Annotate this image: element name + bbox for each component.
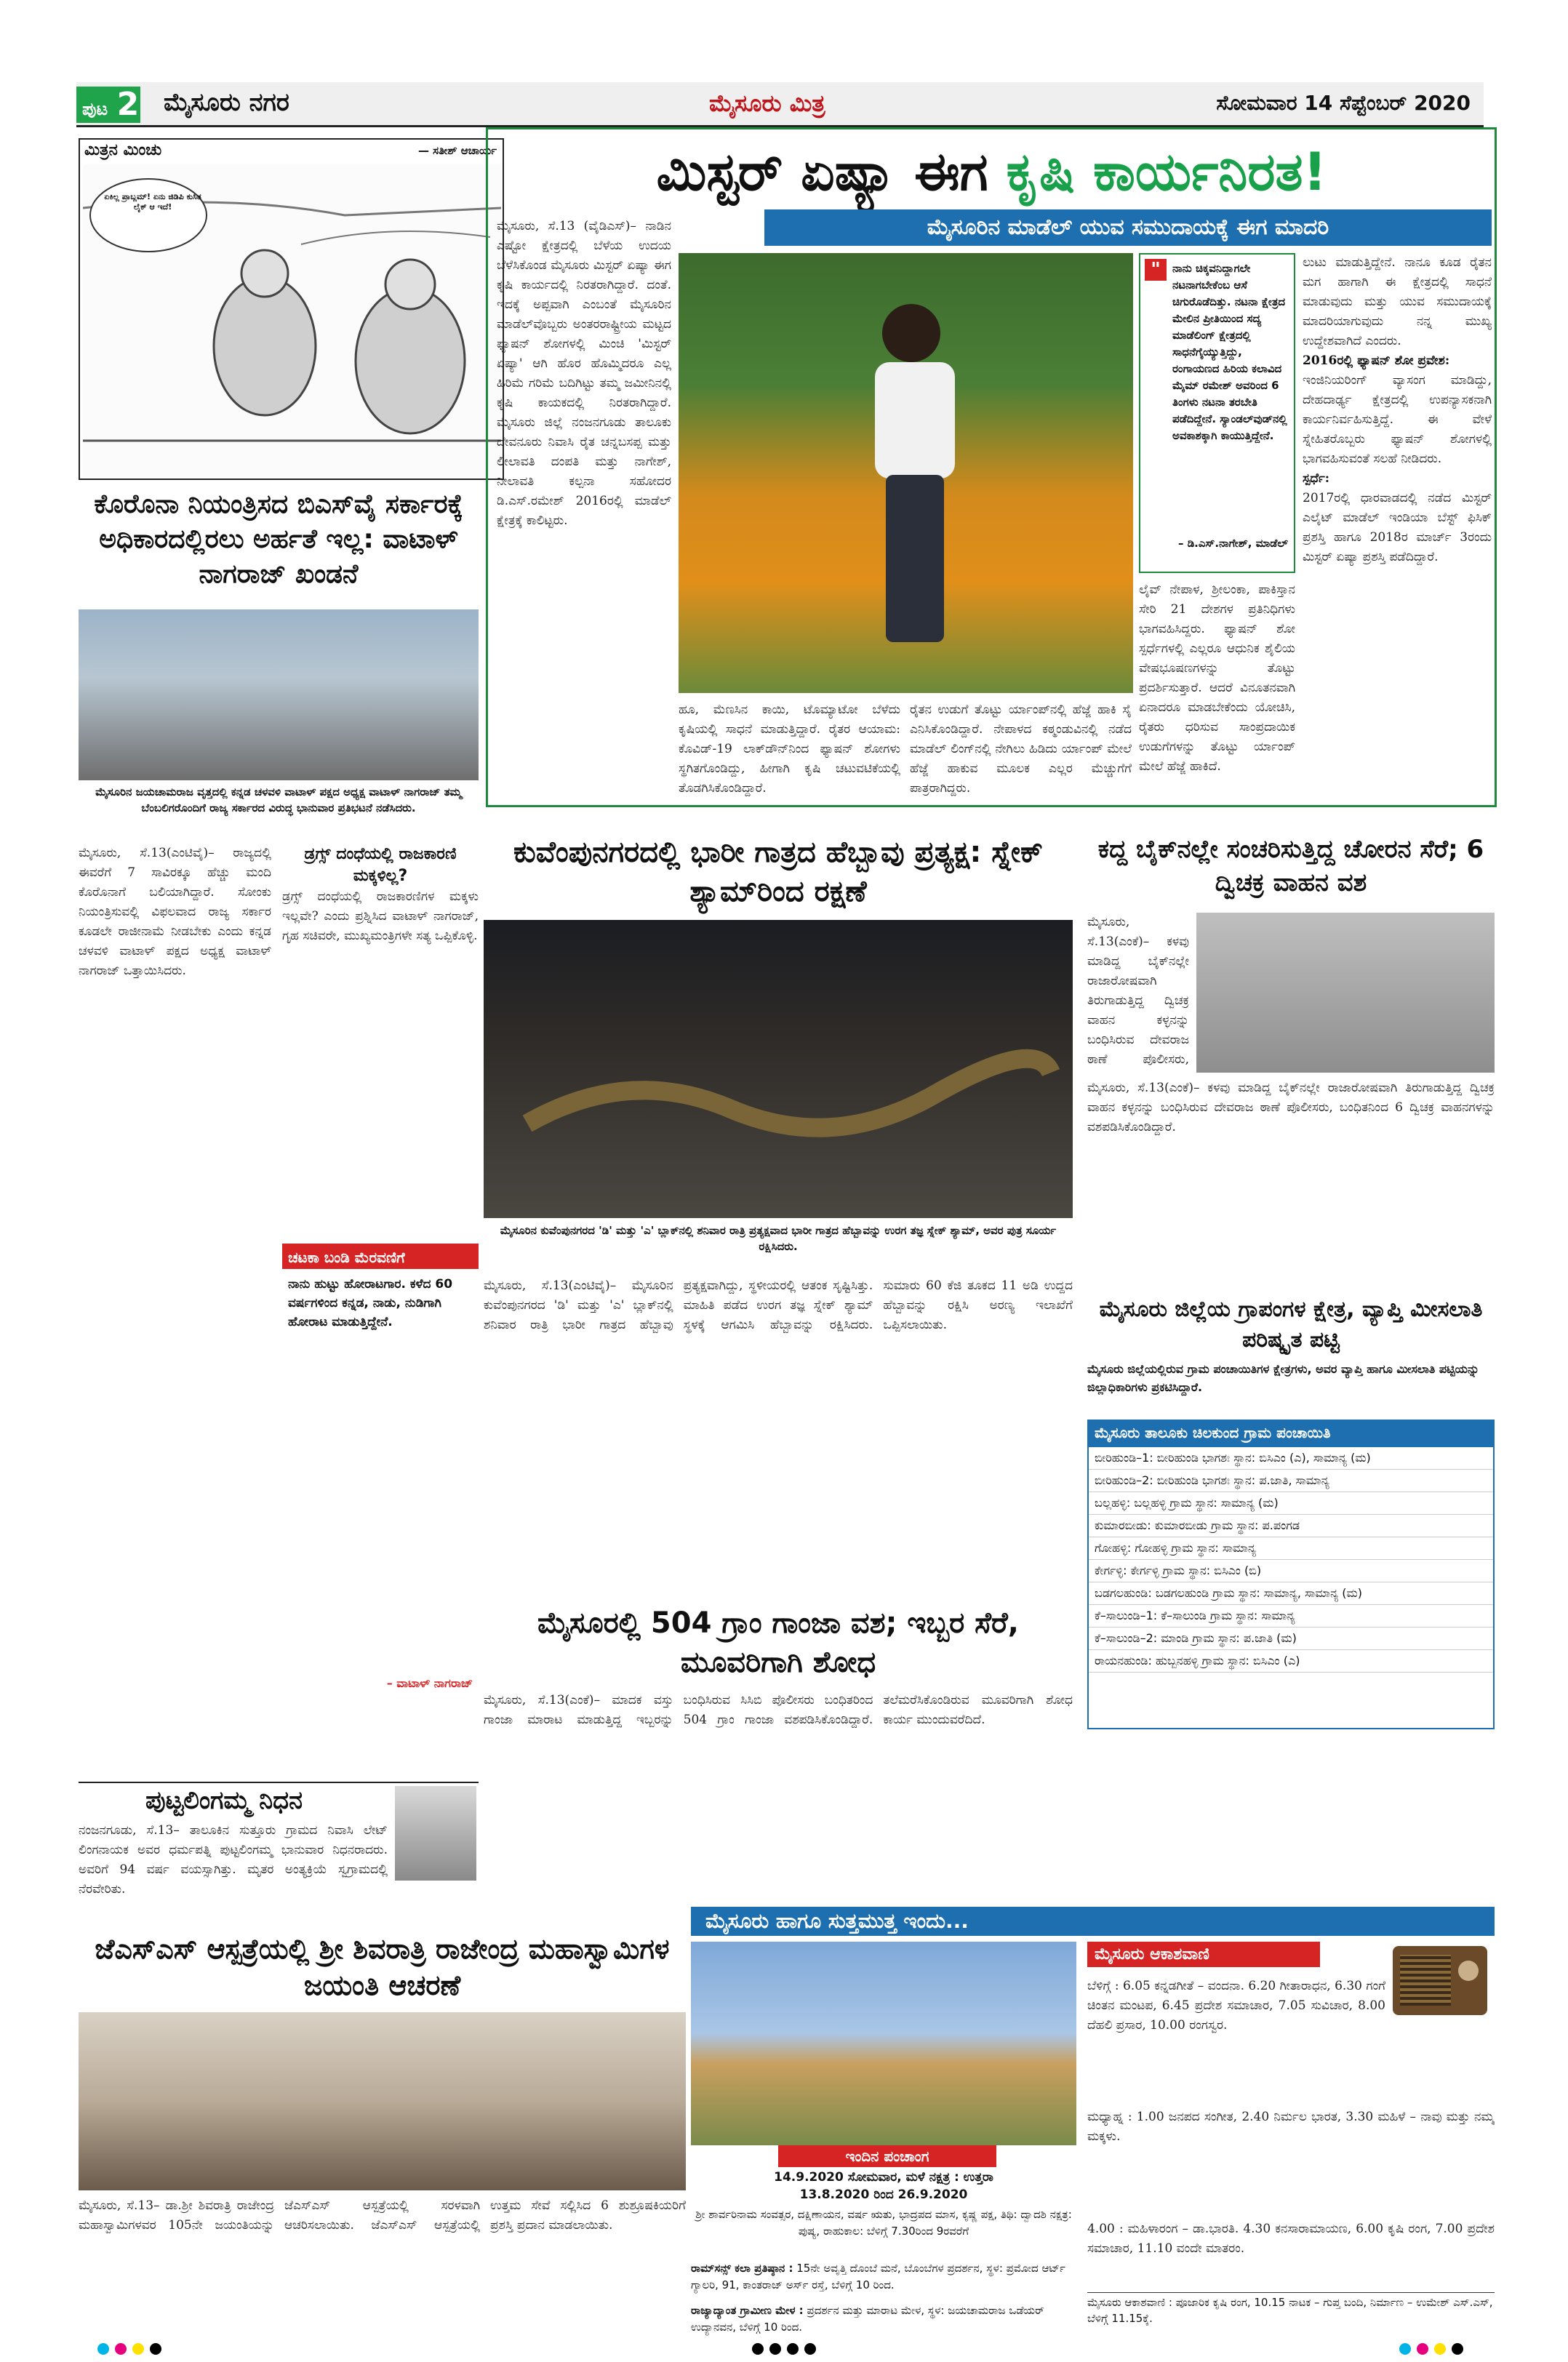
jss-text: ಮೈಸೂರು, ಸೆ.13– ಡಾ.ಶ್ರೀ ಶಿವರಾತ್ರಿ ರಾಜೇಂದ್ರ ಮಹಾಸ್ವಾಮಿಗಳವರ 105ನೇ ಜಯಂತಿಯನ್ನು ಜೆಎಸ್‌ಎಸ್ ಆಸ್ಪತ್ರೆಯಲ್ಲಿ ಸರಳವಾಗಿ ಆಚರಿಸಲಾಯಿತು. ಜೆಎಸ್‌ಎಸ್ ಆಸ್ಪತ್ರೆಯಲ್ಲಿ ಉತ್ತಮ ಸೇವೆ ಸಲ್ಲಿಸಿದ 6 ಶುಶ್ರೂಷಕಿಯರಿಗೆ ಪ್ರಶಸ್ತಿ ಪ್ರದಾನ ಮಾಡಲಾಯಿತು. bbox=[79, 2198, 686, 2233]
lead-col3 bbox=[910, 700, 1132, 802]
thieves-photo bbox=[1196, 913, 1495, 1073]
panchanga-text: ಶ್ರೀ ಶಾರ್ವರಿನಾಮ ಸಂವತ್ಸರ, ದಕ್ಷಿಣಾಯನ, ವರ್ಷ ಋತು, ಭಾದ್ರಪದ ಮಾಸ, ಕೃಷ್ಣ ಪಕ್ಷ, ತಿಥಿ: ದ್ವಾದಶಿ ನಕ್ಷತ್ರ: ಪುಷ್ಯ, ರಾಹುಕಾಲ: ಬೆಳಿಗ್ಗೆ 7.30ರಿಂದ 9ರವರೆಗೆ bbox=[695, 2208, 1072, 2238]
cartoon-speech-bubble: ಏಕಿಲ್ಲ ಪ್ರಾಬ್ಲಮ್! ಏನು ಜಿಡಿಪಿ ಕುಸಿತ ಲೈಕ್ ಆ ಇದೆ! bbox=[104, 192, 201, 212]
snake-story bbox=[484, 833, 1073, 1596]
jss-photo bbox=[79, 2012, 686, 2190]
masthead bbox=[76, 82, 1484, 127]
thieves-headline: ಕದ್ದ ಬೈಕ್‌ನಲ್ಲೇ ಸಂಚರಿಸುತ್ತಿದ್ದ ಚೋರನ ಸೆರೆ; 6 ದ್ವಿಚಕ್ರ ವಾಹನ ವಶ bbox=[1097, 835, 1484, 897]
snake-text: ಮೈಸೂರು, ಸೆ.13(ಎಂಟಿವೈ)– ಮೈಸೂರಿನ ಕುವೆಂಪುನಗರದ 'ಡಿ' ಮತ್ತು 'ಎ' ಬ್ಲಾಕ್‌ನಲ್ಲಿ ಶನಿವಾರ ರಾತ್ರಿ ಭಾರೀ ಗಾತ್ರದ ಹೆಬ್ಬಾವು ಪ್ರತ್ಯಕ್ಷವಾಗಿದ್ದು, ಸ್ಥಳೀಯರಲ್ಲಿ ಆತಂಕ ಸೃಷ್ಟಿಸಿತ್ತು. ಮಾಹಿತಿ ಪಡೆದ ಉರಗ ತಜ್ಞ ಸ್ನೇಕ್ ಶ್ಯಾಮ್ ಸ್ಥಳಕ್ಕೆ ಆಗಮಿಸಿ ಹೆಬ್ಬಾವನ್ನು ರಕ್ಷಿಸಿದರು. ಸುಮಾರು 60 ಕೆಜಿ ತೂಕದ 11 ಅಡಿ ಉದ್ದದ ಹೆಬ್ಬಾವನ್ನು ರಕ್ಷಿಸಿ ಅರಣ್ಯ ಇಲಾಖೆಗೆ ಒಪ್ಪಿಸಲಾಯಿತು. bbox=[484, 1278, 1073, 1332]
gram-list-item: ಬೀರಿಹುಂಡಿ–2: ಬೀರಿಹುಂಡಿ ಭಾಗಶಃ ಸ್ಥಾನ: ಪ.ಜಾತಿ, ಸಾಮಾನ್ಯ bbox=[1089, 1470, 1493, 1492]
gram-list-item: ಕೇರ್ಗಳ್ಳಿ: ಕೇರ್ಗಳ್ಳಿ ಗ್ರಾಮ ಸ್ಥಾನ: ಬಿಸಿಎಂ (ಬಿ) bbox=[1089, 1560, 1493, 1582]
radio-icon bbox=[1393, 1946, 1487, 2015]
vatal-photo bbox=[79, 609, 479, 780]
thieves-text-more: ಮೈಸೂರು, ಸೆ.13(ಎಂಕೆ)– ಕಳವು ಮಾಡಿದ್ದ ಬೈಕ್‌ನಲ್ಲೇ ರಾಜಾರೋಷವಾಗಿ ತಿರುಗಾಡುತ್ತಿದ್ದ ದ್ವಿಚಕ್ರ ವಾಹನ ಕಳ್ಳನನ್ನು ಬಂಧಿಸಿರುವ ದೇವರಾಜ ಠಾಣೆ ಪೊಲೀಸರು, ಬಂಧಿತನಿಂದ 6 ದ್ವಿಚಕ್ರ ವಾಹನಗಳನ್ನು ವಶಪಡಿಸಿಕೊಂಡಿದ್ದಾರೆ. bbox=[1087, 1081, 1495, 1134]
ganja-story bbox=[484, 1604, 1073, 1902]
vatal-headline: ಕೊರೊನಾ ನಿಯಂತ್ರಿಸದ ಬಿಎಸ್‌ವೈ ಸರ್ಕಾರಕ್ಕೆ ಅಧಿಕಾರದಲ್ಲಿರಲು ಅರ್ಹತೆ ಇಲ್ಲ: ವಾಟಾಳ್ ನಾಗರಾಜ್ ಖಂಡನೆ bbox=[94, 489, 463, 589]
today-event2 bbox=[691, 2302, 1076, 2345]
gram-headline: ಮೈಸೂರು ಜಿಲ್ಲೆಯ ಗ್ರಾಪಂಗಳ ಕ್ಷೇತ್ರ, ವ್ಯಾಪ್ತಿ ಮೀಸಲಾತಿ ಪರಿಷ್ಕೃತ ಪಟ್ಟಿ bbox=[1099, 1297, 1483, 1353]
gram-story bbox=[1087, 1294, 1495, 1745]
snake-caption: ಮೈಸೂರಿನ ಕುವೆಂಪುನಗರದ 'ಡಿ' ಮತ್ತು 'ಎ' ಬ್ಲಾಕ್‌ನಲ್ಲಿ ಶನಿವಾರ ರಾತ್ರಿ ಪ್ರತ್ಯಕ್ಷವಾದ ಭಾರೀ ಗಾತ್ರದ ಹೆಬ್ಬಾವನ್ನು ಉರಗ ತಜ್ಞ ಸ್ನೇಕ್ ಶ್ಯಾಮ್, ಅವರ ಪುತ್ರ ಸೂರ್ಯ ರಕ್ಷಿಸಿದರು. bbox=[500, 1224, 1057, 1253]
vatal-side-text: ಡ್ರಗ್ಸ್ ದಂಧೆಯಲ್ಲಿ ರಾಜಕಾರಣಿಗಳ ಮಕ್ಕಳು ಇಲ್ಲವೇ? ಎಂದು ಪ್ರಶ್ನಿಸಿದ ವಾಟಾಳ್ ನಾಗರಾಜ್, ಗೃಹ ಸಚಿವರೇ, ಮುಖ್ಯಮಂತ್ರಿಗಳೇ ಸತ್ಯ ಒಪ್ಪಿಕೊಳ್ಳಿ. bbox=[282, 889, 479, 943]
vatal-side-title: ಡ್ರಗ್ಸ್ ದಂಧೆಯಲ್ಲಿ ರಾಜಕಾರಣಿ ಮಕ್ಕಳಿಲ್ಲ? bbox=[304, 845, 457, 885]
gram-list-item: ಬಲ್ಲಹಳ್ಳಿ: ಬಲ್ಲಹಳ್ಳಿ ಗ್ರಾಮ ಸ್ಥಾನ: ಸಾಮಾನ್ಯ (ಮ) bbox=[1089, 1492, 1493, 1515]
lead-col4 bbox=[1139, 580, 1295, 802]
lead-col1 bbox=[497, 217, 671, 693]
vatal-box bbox=[282, 1244, 479, 1745]
vatal-box-quote: ನಾನು ಹುಟ್ಟು ಹೋರಾಟಗಾರ. ಕಳೆದ 60 ವರ್ಷಗಳಿಂದ ಕನ್ನಡ, ನಾಡು, ನುಡಿಗಾಗಿ ಹೋರಾಟ ಮಾಡುತ್ತಿದ್ದೇನೆ. bbox=[288, 1277, 453, 1329]
lead-headline bbox=[495, 135, 1488, 208]
vatal-box-author: – ವಾಟಾಳ್ ನಾಗರಾಜ್ bbox=[386, 1676, 473, 1690]
lead-col5-text: ಲುಟು ಮಾಡುತ್ತಿದ್ದೇನೆ. ನಾನೂ ಕೂಡ ರೈತನ ಮಗ ಹಾಗಾಗಿ ಈ ಕ್ಷೇತ್ರದಲ್ಲಿ ಸಾಧನೆ ಮಾಡುವುದು ಮತ್ತು ಯುವ ಸಮುದಾಯಕ್ಕೆ ಮಾದರಿಯಾಗುವುದು ನನ್ನ ಮುಖ್ಯ ಉದ್ದೇಶವಾಗಿದೆ ಎಂದರು. bbox=[1303, 255, 1492, 348]
cartoon-artist: — ಸತೀಶ್ ಆಚಾರ್ಯ bbox=[417, 144, 497, 157]
jss-story bbox=[79, 1931, 686, 2338]
print-marks-left bbox=[95, 2343, 164, 2358]
vatal-col1: ಮೈಸೂರು, ಸೆ.13(ಎಂಟಿವೈ)– ರಾಜ್ಯದಲ್ಲಿ ಈವರೆಗೆ 7 ಸಾವಿರಕ್ಕೂ ಹೆಚ್ಚು ಮಂದಿ ಕೊರೊನಾಗೆ ಬಲಿಯಾಗಿದ್ದಾರೆ. ಸೋಂಕು ನಿಯಂತ್ರಿಸುವಲ್ಲಿ ವಿಫಲವಾದ ರಾಜ್ಯ ಸರ್ಕಾರ ಕೂಡಲೇ ರಾಜೀನಾಮೆ ನೀಡಬೇಕು ಎಂದು ಕನ್ನಡ ಚಳವಳಿ ವಾಟಾಳ್ ಪಕ್ಷದ ಅಧ್ಯಕ್ಷ ವಾಟಾಳ್ ನಾಗರಾಜ್ ಒತ್ತಾಯಿಸಿದರು. bbox=[79, 846, 271, 978]
obit-photo bbox=[395, 1786, 476, 1881]
ganja-headline: ಮೈಸೂರಲ್ಲಿ 504 ಗ್ರಾಂ ಗಾಂಜಾ ವಶ; ಇಬ್ಬರ ಸೆರೆ, ಮೂವರಿಗಾಗಿ ಶೋಧ bbox=[537, 1606, 1019, 1679]
page-label-text: ಪುಟ bbox=[82, 99, 108, 119]
lead-subsection1-title: 2016ರಲ್ಲಿ ಫ್ಯಾಷನ್ ಶೋ ಪ್ರವೇಶ: bbox=[1303, 353, 1450, 368]
snake-photo bbox=[484, 920, 1073, 1218]
akashvani-footer: ಮೈಸೂರು ಆಕಾಶವಾಣಿ : ಪೂಜಾರಿಕ ಕೃಷಿ ರಂಗ, 10.15 ನಾಟಕ – ಗುಪ್ತ ಬಂದಿ, ನಿರ್ಮಾಣ – ಉಮೇಶ್ ಎಸ್.ಎಸ್, ಬೆಳಿಗ್ಗೆ 11.15ಕ್ಕೆ. bbox=[1087, 2292, 1495, 2336]
gram-list-item: ರಾಯನಹುಂಡಿ: ಹುಬ್ಬನಹಳ್ಳಿ ಗ್ರಾಮ ಸ್ಥಾನ: ಬಿಸಿಎಂ (ಎ) bbox=[1089, 1650, 1493, 1673]
today-event2-title: ರಾಜ್ಯಾದ್ಯಾಂತ ಗ್ರಾಮೀಣ ಮೇಳ : bbox=[691, 2304, 804, 2317]
gram-list-item: ಬಡಗಲಹುಂಡಿ: ಬಡಗಲಹುಂಡಿ ಗ್ರಾಮ ಸ್ಥಾನ: ಸಾಮಾನ್ಯ, ಸಾಮಾನ್ಯ (ಮ) bbox=[1089, 1582, 1493, 1605]
panchanga-line2: 13.8.2020 ರಿಂದ 26.9.2020 bbox=[799, 2187, 968, 2202]
gram-list-item: ಕುಮಾರಬೀಡು: ಕುಮಾರಬೀಡು ಗ್ರಾಮ ಸ್ಥಾನ: ಪ.ಪಂಗಡ bbox=[1089, 1515, 1493, 1537]
thieves-text: ಮೈಸೂರು, ಸೆ.13(ಎಂಕೆ)– ಕಳವು ಮಾಡಿದ್ದ ಬೈಕ್‌ನಲ್ಲೇ ರಾಜಾರೋಷವಾಗಿ ತಿರುಗಾಡುತ್ತಿದ್ದ ದ್ವಿಚಕ್ರ ವಾಹನ ಕಳ್ಳನನ್ನು ಬಂಧಿಸಿರುವ ದೇವರಾಜ ಠಾಣೆ ಪೊಲೀಸರು, bbox=[1087, 915, 1189, 1067]
lead-subhead: ಮೈಸೂರಿನ ಮಾಡೆಲ್ ಯುವ ಸಮುದಾಯಕ್ಕೆ ಈಗ ಮಾದರಿ bbox=[764, 209, 1492, 246]
lead-dateline: ಮೈಸೂರು, ಸೆ.13 (ವೈಡಿಎಸ್)– ನಾಡಿನ ಎಷ್ಟೋ ಕ್ಷೇತ್ರದಲ್ಲಿ ಬೆಳೆಯ ಉದಯ ಬೆಳೆಸಿಕೊಂಡ ಮೈಸೂರು ಮಿಸ್ಟರ್ ಏಷ್ಯಾ ಈಗ ಕೃಷಿ ಕಾರ್ಯದಲ್ಲಿ ನಿರತರಾಗಿದ್ದಾರೆ. bbox=[497, 219, 671, 292]
section-name: ಮೈಸೂರು ನಗರ bbox=[164, 88, 289, 117]
panchanga-title: ಇಂದಿನ ಪಂಚಾಂಗ bbox=[778, 2145, 996, 2167]
lead-photo bbox=[679, 253, 1133, 693]
issue-date: ಸೋಮವಾರ 14 ಸೆಪ್ಟೆಂಬರ್ 2020 bbox=[1216, 91, 1471, 115]
lead-story bbox=[486, 127, 1497, 807]
farmer-figure-icon bbox=[679, 253, 1133, 693]
lead-subsection1-text: ಇಂಜಿನಿಯರಿಂಗ್ ವ್ಯಾಸಂಗ ಮಾಡಿದ್ದು, ದೇಹದಾರ್ಢ್ಯ ಕ್ಷೇತ್ರದಲ್ಲಿ ಉಪನ್ಯಾಸಕನಾಗಿ ಕಾರ್ಯನಿರ್ವಹಿಸುತ್ತಿದ್ದೆ. ಈ ವೇಳೆ ಸ್ನೇಹಿತರೊಬ್ಬರು ಫ್ಯಾಷನ್ ಶೋಗಳಲ್ಲಿ ಭಾಗವಹಿಸುವಂತೆ ಸಲಹೆ ನೀಡಿದರು. bbox=[1303, 373, 1492, 466]
akashvani-item: 4.00 : ಮಹಿಳಾರಂಗ – ಡಾ.ಭಾರತಿ. 4.30 ಕನಸಾರಾಮಾಯಣ, 6.00 ಕೃಷಿ ರಂಗ, 7.00 ಪ್ರದೇಶ ಸಮಾಚಾರ, 11.10 ವಂದೇ ಮಾತರಂ. bbox=[1087, 2222, 1495, 2256]
snake-headline: ಕುವೆಂಪುನಗರದಲ್ಲಿ ಭಾರೀ ಗಾತ್ರದ ಹೆಬ್ಬಾವು ಪ್ರತ್ಯಕ್ಷ: ಸ್ನೇಕ್ ಶ್ಯಾಮ್‌ರಿಂದ ರಕ್ಷಣೆ bbox=[513, 836, 1044, 908]
page-number: 2 bbox=[116, 86, 140, 123]
gram-taluk-title: ಮೈಸೂರು ತಾಲೂಕು ಚಿಲಕುಂದ ಗ್ರಾಮ ಪಂಚಾಯಿತಿ bbox=[1087, 1420, 1495, 1446]
akashvani-box bbox=[1087, 1942, 1495, 2338]
lead-subsection2-text: 2017ರಲ್ಲಿ ಧಾರವಾಡದಲ್ಲಿ ನಡೆದ ಮಿಸ್ಟರ್ ಎಲೈಟ್ ಮಾಡೆಲ್ ಇಂಡಿಯಾ ಬೆಸ್ಟ್ ಫಿಸಿಕ್ ಪ್ರಶಸ್ತಿ ಹಾಗೂ 2018ರ ಮಾರ್ಚ್ 3ರಂದು ಮಿಸ್ಟರ್ ಏಷ್ಯಾ ಪ್ರಶಸ್ತಿ ಪಡೆದಿದ್ದಾರೆ. bbox=[1303, 491, 1492, 564]
obit-story bbox=[79, 1782, 479, 1923]
lead-quote-box bbox=[1139, 253, 1295, 573]
lead-col3-text: ರೈತನ ಉಡುಗೆ ತೊಟ್ಟು ರ್ಯಾಂಪ್‌ನಲ್ಲಿ ಹೆಜ್ಜೆ ಹಾಕಿ ಸೈ ಎನಿಸಿಕೊಂಡಿದ್ದಾರೆ. ನೇಪಾಳದ ಕಠ್ಮಂಡುವಿನಲ್ಲಿ ನಡೆದ ಮಾಡೆಲ್ ಲಿಂಗ್‌ನಲ್ಲಿ ನೇಗಿಲು ಹಿಡಿದು ರ್ಯಾಂಪ್ ಮೇಲೆ ಹೆಜ್ಜೆ ಹಾಕುವ ಮೂಲಕ ಎಲ್ಲರ ಮೆಚ್ಚುಗೆಗೆ ಪಾತ್ರರಾಗಿದ್ದರು. bbox=[910, 702, 1132, 796]
today-title: ಮೈಸೂರು ಹಾಗೂ ಸುತ್ತಮುತ್ತ ಇಂದು... bbox=[705, 1909, 969, 1933]
today-event1-text: 15ನೇ ಅವೃತ್ತಿ ದೊಂಬೆ ಮನೆ, ಬೊಂಬೆಗಳ ಪ್ರದರ್ಶನ, ಸ್ಥಳ: ಪ್ರಮೋದ ಆರ್ಟ್ ಗ್ಯಾಲರಿ, 91, ಕಾಂತರಾಜ್ ಅರ್ಸ್ ರಸ್ತೆ, ಬೆಳಿಗ್ಗೆ 10 ರಿಂದ. bbox=[691, 2262, 1065, 2291]
lead-headline-part2: ಕೃಷಿ ಕಾರ್ಯನಿರತ! bbox=[1006, 141, 1327, 202]
lead-col1-text: ದಂತೆ. ಇದಕ್ಕೆ ಅಪ್ಪವಾಗಿ ಎಂಬಂತೆ ಮೈಸೂರಿನ ಮಾಡೆಲ್‌ವೊಬ್ಬರು ಅಂತರರಾಷ್ಟ್ರೀಯ ಮಟ್ಟದ ಫ್ಯಾಷನ್ ಶೋಗಳಲ್ಲಿ ಮಿಂಚಿ 'ಮಿಸ್ಟರ್ ಏಷ್ಯಾ' ಆಗಿ ಹೊರ ಹೊಮ್ಮಿದರೂ ಎಲ್ಲ ಹಿರಿಮೆ ಗರಿಮೆ ಬದಿಗಿಟ್ಟು ತಮ್ಮ ಜಮೀನಿನಲ್ಲಿ ಕೃಷಿ ಕಾಯಕದಲ್ಲಿ ನಿರತರಾಗಿದ್ದಾರೆ. ಮೈಸೂರು ಜಿಲ್ಲೆ ನಂಜನಗೂಡು ತಾಲೂಕು ದೇವನೂರು ನಿವಾಸಿ ರೈತ ಚನ್ನಬಸಪ್ಪ ಮತ್ತು ಲೀಲಾವತಿ ದಂಪತಿ ಮತ್ತು ನಾಗೇಶ್, ನೀಲಾವತಿ ಕಲ್ಪನಾ ಸಹೋದರ ಡಿ.ಎಸ್.ರಮೇಶ್ 2016ರಲ್ಲಿ ಮಾಡೆಲ್ ಕ್ಷೇತ್ರಕ್ಕೆ ಕಾಲಿಟ್ಟರು. bbox=[497, 278, 671, 528]
lead-quote-text: ನಾನು ಚಿಕ್ಕವನಿದ್ದಾಗಲೇ ನಟನಾಗಬೇಕೆಂಬ ಆಸೆ ಚಿಗುರೊಡೆದಿತ್ತು. ನಟನಾ ಕ್ಷೇತ್ರದ ಮೇಲಿನ ಪ್ರೀತಿಯಿಂದ ಸದ್ಯ ಮಾಡೆಲಿಂಗ್ ಕ್ಷೇತ್ರದಲ್ಲಿ ಸಾಧನೆಗೈಯ್ಯುತ್ತಿದ್ದು, ರಂಗಾಯಣದ ಹಿರಿಯ ಕಲಾವಿದ ಮೈಮ್ ರಮೇಶ್ ಅವರಿಂದ 6 ತಿಂಗಳು ನಟನಾ ತರಬೇತಿ ಪಡೆದಿದ್ದೇನೆ. ಸ್ಯಾಂಡಲ್‌ವುಡ್‌ನಲ್ಲಿ ಅವಕಾಶಕ್ಕಾಗಿ ಕಾಯುತ್ತಿದ್ದೇನೆ. bbox=[1172, 262, 1287, 442]
vatal-story bbox=[79, 487, 479, 1778]
ganja-text: ಮೈಸೂರು, ಸೆ.13(ಎಂಕೆ)– ಮಾದಕ ವಸ್ತು ಗಾಂಜಾ ಮಾರಾಟ ಮಾಡುತ್ತಿದ್ದ ಇಬ್ಬರನ್ನು ಬಂಧಿಸಿರುವ ಸಿಸಿಬಿ ಪೊಲೀಸರು ಬಂಧಿತರಿಂದ 504 ಗ್ರಾಂ ಗಾಂಜಾ ವಶಪಡಿಸಿಕೊಂಡಿದ್ದಾರೆ. ತಲೆಮರೆಸಿಕೊಂಡಿರುವ ಮೂವರಿಗಾಗಿ ಶೋಧ ಕಾರ್ಯ ಮುಂದುವರೆದಿದೆ. bbox=[484, 1693, 1073, 1727]
lead-headline-part1: ಮಿಸ್ಟರ್ ಏಷ್ಯಾ ಈಗ bbox=[656, 141, 1007, 202]
gram-list bbox=[1087, 1446, 1495, 1729]
today-box bbox=[691, 1907, 1495, 1936]
vatal-side-box bbox=[282, 844, 479, 1236]
gram-list-item: ಗೋಹಳ್ಳಿ: ಗೋಹಳ್ಳಿ ಗ್ರಾಮ ಸ್ಥಾನ: ಸಾಮಾನ್ಯ bbox=[1089, 1537, 1493, 1560]
print-marks-center bbox=[749, 2343, 819, 2358]
vatal-caption: ಮೈಸೂರಿನ ಜಯಚಾಮರಾಜ ವೃತ್ತದಲ್ಲಿ ಕನ್ನಡ ಚಳವಳಿ ವಾಟಾಳ್ ಪಕ್ಷದ ಅಧ್ಯಕ್ಷ ವಾಟಾಳ್ ನಾಗರಾಜ್ ತಮ್ಮ ಬೆಂಬಲಿಗರೊಂದಿಗೆ ರಾಜ್ಯ ಸರ್ಕಾರದ ವಿರುದ್ಧ ಭಾನುವಾರ ಪ್ರತಿಭಟನೆ ನಡೆಸಿದರು. bbox=[95, 785, 462, 814]
cartoon-title: ಮಿತ್ರನ ಮಿಂಚು bbox=[84, 141, 162, 159]
gram-list-item: ಬೀರಿಹುಂಡಿ–1: ಬೀರಿಹುಂಡಿ ಭಾಗಶಃ ಸ್ಥಾನ: ಬಿಸಿಎಂ (ಎ), ಸಾಮಾನ್ಯ (ಮ) bbox=[1089, 1447, 1493, 1470]
today-event2-text: ಪ್ರದರ್ಶನ ಮತ್ತು ಮಾರಾಟ ಮೇಳ, ಸ್ಥಳ: ಜಯಚಾಮರಾಜ ಒಡೆಯರ್ ಉದ್ಯಾನವನ, ಬೆಳಿಗ್ಗೆ 10 ರಿಂದ. bbox=[691, 2304, 1044, 2334]
snake-icon bbox=[484, 920, 1073, 1218]
lead-col2-text: ಹೂ, ಮೆಣಸಿನ ಕಾಯಿ, ಟೊಮ್ಯಾಟೋ ಬೆಳೆದು ಕೃಷಿಯಲ್ಲಿ ಸಾಧನೆ ಮಾಡುತ್ತಿದ್ದಾರೆ. ರೈತರ ಆಯಾಮ: ಕೊವಿಡ್-19 ಲಾಕ್‌ಡೌನ್‌ನಿಂದ ಫ್ಯಾಷನ್ ಶೋಗಳು ಸ್ಥಗಿತಗೊಂಡಿದ್ದು, ಹೀಗಾಗಿ ಕೃಷಿ ಚಟುವಟಿಕೆಯಲ್ಲಿ ತೊಡಗಿಸಿಕೊಂಡಿದ್ದಾರೆ. bbox=[679, 702, 900, 796]
vatal-box-title: ಚಟಕಾ ಬಂಡಿ ಮೆರವಣಿಗೆ bbox=[282, 1246, 479, 1269]
lead-col4-text: ಲೈವ್ ನೇಪಾಳ, ಶ್ರೀಲಂಕಾ, ಪಾಕಿಸ್ತಾನ ಸೇರಿ 21 ದೇಶಗಳ ಪ್ರತಿನಿಧಿಗಳು ಭಾಗವಹಿಸಿದ್ದರು. ಫ್ಯಾಷನ್ ಶೋ ಸ್ಪರ್ಧೆಗಳಲ್ಲಿ ಎಲ್ಲರೂ ಆಧುನಿಕ ಶೈಲಿಯ ವೇಷಭೂಷಣಗಳನ್ನು ತೊಟ್ಟು ಪ್ರದರ್ಶಿಸುತ್ತಾರೆ. ಆದರೆ ವಿನೂತನವಾಗಿ ಏನಾದರೂ ಮಾಡಬೇಕೆಂದು ಯೋಚಿಸಿ, ರೈತರು ಧರಿಸುವ ಸಾಂಪ್ರದಾಯಿಕ ಉಡುಗೆಗಳನ್ನು ತೊಟ್ಟು ರ್ಯಾಂಪ್ ಮೇಲೆ ಹೆಜ್ಜೆ ಹಾಕಿದೆ. bbox=[1139, 583, 1295, 774]
today-event1 bbox=[691, 2260, 1076, 2302]
akashvani-item: ಮಧ್ಯಾಹ್ನ : 1.00 ಜನಪದ ಸಂಗೀತ, 2.40 ನಿರ್ಮಲ ಭಾರತ, 3.30 ಮಹಿಳೆ – ನಾವು ಮತ್ತು ನಮ್ಮ ಮಕ್ಕಳು. bbox=[1087, 2110, 1495, 2144]
lead-col2 bbox=[679, 700, 900, 802]
akashvani-title: ಮೈಸೂರು ಆಕಾಶವಾಣಿ bbox=[1087, 1942, 1320, 1967]
obit-headline: ಪುಟ್ಟಲಿಂಗಮ್ಮ ನಿಧನ bbox=[145, 1786, 303, 1815]
cartoon-box bbox=[79, 138, 504, 480]
today-event1-title: ರಾಮ್‌ಸನ್ಸ್ ಕಲಾ ಪ್ರತಿಷ್ಠಾನ : bbox=[691, 2262, 793, 2275]
lead-col5 bbox=[1303, 253, 1492, 802]
paper-name: ಮೈಸೂರು ಮಿತ್ರ bbox=[709, 89, 825, 117]
page-label bbox=[76, 87, 140, 123]
jss-headline: ಜೆಎಸ್‌ಎಸ್ ಆಸ್ಪತ್ರೆಯಲ್ಲಿ ಶ್ರೀ ಶಿವರಾತ್ರಿ ರಾಜೇಂದ್ರ ಮಹಾಸ್ವಾಮಿಗಳ ಜಯಂತಿ ಆಚರಣೆ bbox=[95, 1933, 670, 2001]
print-marks-right bbox=[1396, 2343, 1466, 2358]
obit-text: ನಂಜನಗೂಡು, ಸೆ.13– ತಾಲೂಕಿನ ಸುತ್ತೂರು ಗ್ರಾಮದ ನಿವಾಸಿ ಲೇಟ್ ಲಿಂಗನಾಯಕ ಅವರ ಧರ್ಮಪತ್ನಿ ಪುಟ್ಟಲಿಂಗಮ್ಮ ಭಾನುವಾರ ನಿಧನರಾದರು. ಅವರಿಗೆ 94 ವರ್ಷ ವಯಸ್ಸಾಗಿತ್ತು. ಮೃತರ ಅಂತ್ಯಕ್ರಿಯೆ ಸ್ವಗ್ರಾಮದಲ್ಲಿ ನೆರವೇರಿತು. bbox=[79, 1823, 388, 1897]
lead-quote-author: – ಡಿ.ಎಸ್.ನಾಗೇಶ್, ಮಾಡೆಲ್ bbox=[1178, 537, 1288, 550]
akashvani-item: ಬೆಳಿಗ್ಗೆ : 6.05 ಕನ್ನಡಗೀತೆ – ವಂದನಾ. 6.20 ಗೀತಾರಾಧನ, 6.30 ಗಂಗೆ ಚಿಂತನ ಮಂಟಪ, 6.45 ಪ್ರದೇಶ ಸಮಾಚಾರ, 7.05 ಸುವಿಚಾರ, 8.00 ದೆಹಲಿ ಪ್ರಸಾರ, 10.00 ರಂಗಸ್ವರ. bbox=[1087, 1979, 1385, 2033]
gram-list-item: ಕೆ–ಸಾಲುಂಡಿ–2: ಮಾಂಡಿ ಗ್ರಾಮ ಸ್ಥಾನ: ಪ.ಜಾತಿ (ಮ) bbox=[1089, 1628, 1493, 1650]
thieves-story bbox=[1087, 833, 1495, 1291]
lead-subsection2-title: ಸ್ಪರ್ಧೆ: bbox=[1303, 471, 1330, 486]
gram-intro: ಮೈಸೂರು ಜಿಲ್ಲೆಯಲ್ಲಿರುವ ಗ್ರಾಮ ಪಂಚಾಯಿತಿಗಳ ಕ್ಷೇತ್ರಗಳು, ಅವರ ವ್ಯಾಪ್ತಿ ಹಾಗೂ ಮೀಸಲಾತಿ ಪಟ್ಟಿಯನ್ನು ಜಿಲ್ಲಾಧಿಕಾರಿಗಳು ಪ್ರಕಟಿಸಿದ್ದಾರೆ. bbox=[1087, 1362, 1480, 1394]
palace-photo bbox=[691, 1942, 1076, 2145]
quote-mark-icon: " bbox=[1145, 259, 1167, 281]
panchanga-line1: 14.9.2020 ಸೋಮವಾರ, ಮಳೆ ನಕ್ಷತ್ರ : ಉತ್ತರಾ bbox=[774, 2170, 993, 2185]
gram-list-item: ಕೆ–ಸಾಲುಂಡಿ–1: ಕೆ–ಸಾಲುಂಡಿ ಗ್ರಾಮ ಸ್ಥಾನ: ಸಾಮಾನ್ಯ bbox=[1089, 1605, 1493, 1628]
